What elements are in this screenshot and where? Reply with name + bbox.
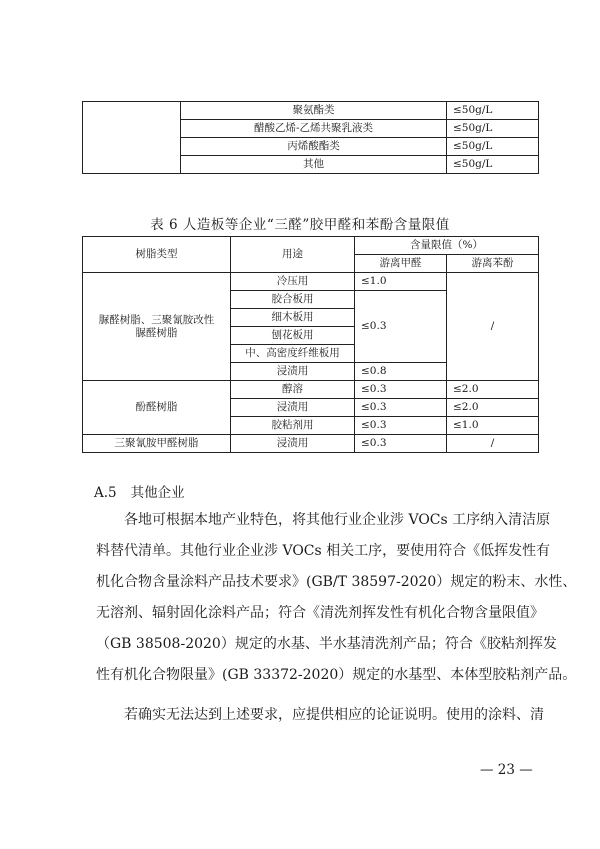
phenol-cell: / xyxy=(447,435,539,453)
formaldehyde-cell: ≤0.8 xyxy=(355,363,447,381)
paragraph-line: 各地可根据本地产业特色，将其他行业企业涉 VOCs 工序纳入清洁原 xyxy=(124,512,551,528)
limit-cell: ≤50g/L xyxy=(447,156,539,174)
formaldehyde-cell: ≤0.3 xyxy=(355,399,447,417)
continuation-table xyxy=(82,101,539,174)
usage-cell: 刨花板用 xyxy=(231,327,355,345)
table-caption: 表 6 人造板等企业“三醛”胶甲醛和苯酚含量限值 xyxy=(150,217,450,233)
usage-cell: 醇溶 xyxy=(231,381,355,399)
limit-cell: ≤50g/L xyxy=(447,102,539,120)
formaldehyde-cell: ≤0.3 xyxy=(355,417,447,435)
resin-type-cell: 酚醛树脂 xyxy=(83,381,231,435)
table-row xyxy=(83,381,539,399)
header-content-limit: 含量限值（%） xyxy=(355,237,539,255)
table-row xyxy=(83,102,539,120)
body-paragraph xyxy=(96,505,577,691)
header-free-phenol: 游离苯酚 xyxy=(447,255,539,273)
paragraph-line: （GB 38508-2020）规定的水基、半水基清洗剂产品；符合《胶粘剂挥发 xyxy=(96,636,557,652)
product-type-cell: 其他 xyxy=(181,156,447,174)
section-title: 其他企业 xyxy=(130,485,185,501)
body-paragraph xyxy=(96,700,548,731)
section-heading xyxy=(94,481,199,501)
paragraph-line: 机化合物含量涂料产品技术要求》(GB/T 38597-2020）规定的粉末、水性、 xyxy=(96,574,577,590)
phenol-cell: ≤2.0 xyxy=(447,381,539,399)
usage-cell: 浸渍用 xyxy=(231,399,355,417)
paragraph-line: 若确实无法达到上述要求，应提供相应的论证说明。使用的涂料、清 xyxy=(124,707,544,723)
formaldehyde-cell: ≤1.0 xyxy=(355,273,447,291)
empty-category-cell xyxy=(83,102,181,174)
limit-cell: ≤50g/L xyxy=(447,120,539,138)
paragraph-line: 无溶剂、辐射固化涂料产品；符合《清洗剂挥发性有机化合物含量限值》 xyxy=(96,605,544,621)
phenol-cell: ≤1.0 xyxy=(447,417,539,435)
section-number: A.5 xyxy=(94,485,117,501)
usage-cell: 浸渍用 xyxy=(231,435,355,453)
paragraph-line: 性有机化合物限量》(GB 33372-2020）规定的水基型、本体型胶粘剂产品。 xyxy=(96,667,577,683)
header-free-formaldehyde: 游离甲醛 xyxy=(355,255,447,273)
paragraph-line: 料替代清单。其他行业企业涉 VOCs 相关工序，要使用符合《低挥发性有 xyxy=(96,543,551,559)
phenol-cell: ≤2.0 xyxy=(447,399,539,417)
product-type-cell: 聚氨酯类 xyxy=(181,102,447,120)
page-number: — 23 — xyxy=(480,762,533,778)
formaldehyde-cell: ≤0.3 xyxy=(355,291,447,363)
formaldehyde-cell: ≤0.3 xyxy=(355,381,447,399)
usage-cell: 冷压用 xyxy=(231,273,355,291)
resin-type-cell xyxy=(83,273,231,381)
product-type-cell: 醋酸乙烯-乙烯共聚乳液类 xyxy=(181,120,447,138)
table-row xyxy=(83,435,539,453)
table-header-row xyxy=(83,237,539,255)
resin-type-cell: 三聚氰胺甲醛树脂 xyxy=(83,435,231,453)
formaldehyde-phenol-limit-table xyxy=(82,236,539,453)
header-usage: 用途 xyxy=(231,237,355,273)
usage-cell: 胶合板用 xyxy=(231,291,355,309)
product-type-cell: 丙烯酸酯类 xyxy=(181,138,447,156)
phenol-cell: / xyxy=(447,273,539,381)
usage-cell: 胶粘剂用 xyxy=(231,417,355,435)
usage-cell: 浸渍用 xyxy=(231,363,355,381)
table-row xyxy=(83,273,539,291)
formaldehyde-cell: ≤0.3 xyxy=(355,435,447,453)
header-resin-type: 树脂类型 xyxy=(83,237,231,273)
resin-type-line: 脲醛树脂、三聚氰胺改性 xyxy=(98,313,215,326)
limit-cell: ≤50g/L xyxy=(447,138,539,156)
usage-cell: 中、高密度纤维板用 xyxy=(231,345,355,363)
usage-cell: 细木板用 xyxy=(231,309,355,327)
resin-type-line: 脲醛树脂 xyxy=(135,326,178,339)
